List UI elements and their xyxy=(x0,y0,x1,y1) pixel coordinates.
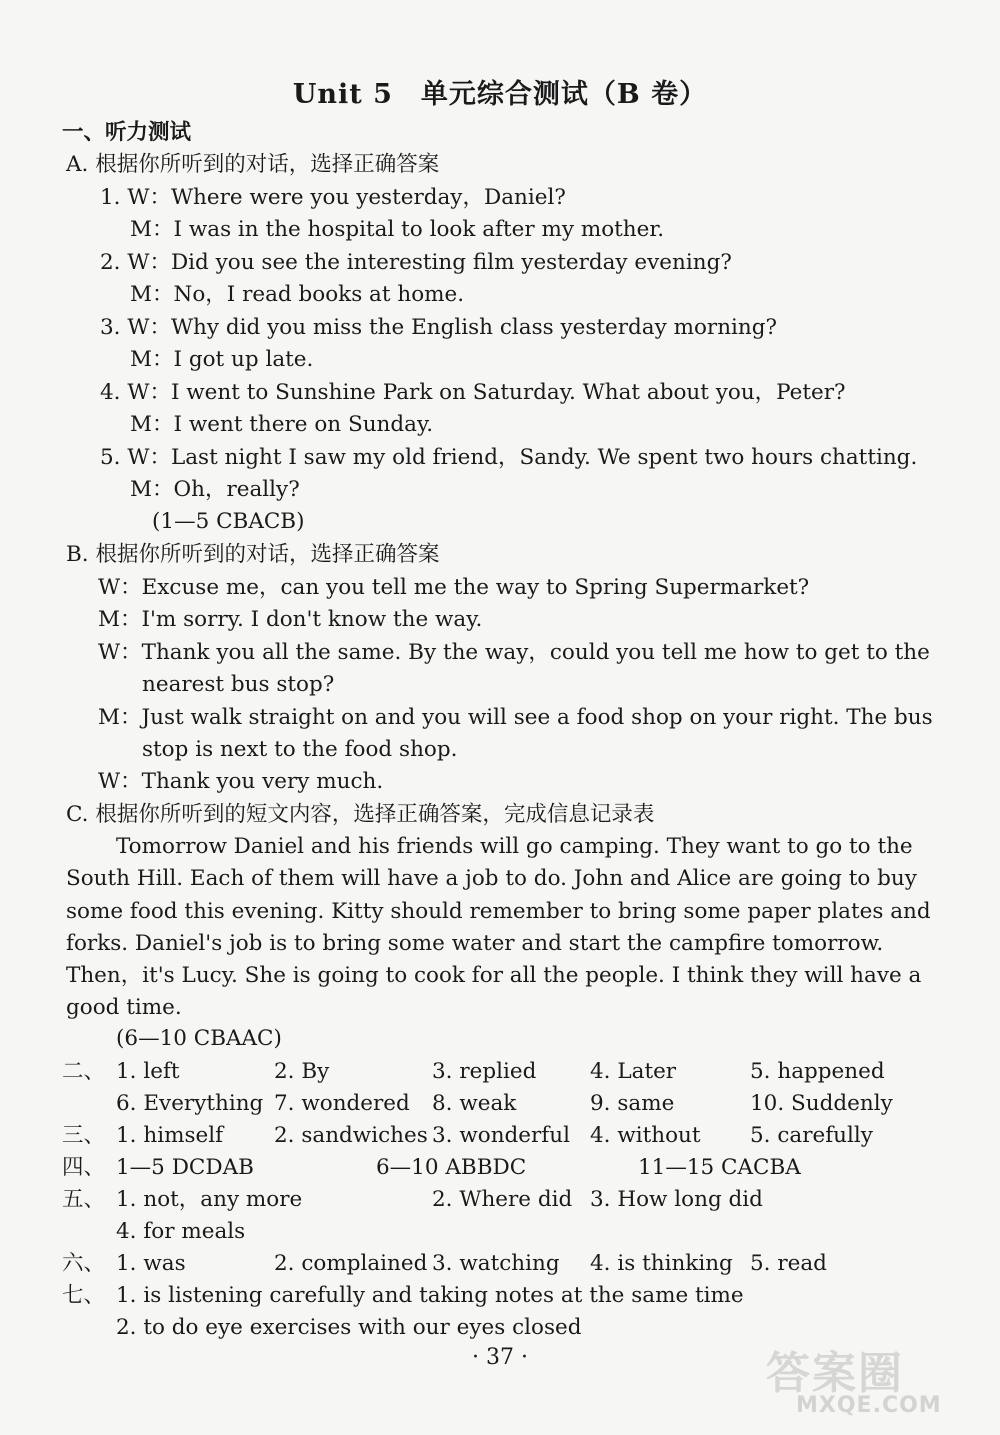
section-label: 五、 xyxy=(62,1187,106,1212)
answer-item: 10. Suddenly xyxy=(750,1091,893,1116)
page-title: Unit 5 单元综合测试（B 卷） xyxy=(292,79,708,110)
answer-item: 2. complained xyxy=(274,1251,428,1276)
partA-line: M：Oh，really? xyxy=(130,477,300,502)
answer-item: 4. for meals xyxy=(116,1219,246,1244)
answer-item: 6—10 ABBDC xyxy=(376,1155,527,1180)
partB-line: stop is next to the food shop. xyxy=(142,737,458,762)
answer-item: 4. without xyxy=(590,1123,701,1148)
watermark-cn: 答案圈 xyxy=(766,1348,904,1399)
partA-line: 1. W：Where were you yesterday，Daniel? xyxy=(100,185,566,210)
answer-item: 2. Where did xyxy=(432,1187,573,1212)
answer-item: 1. himself xyxy=(116,1123,224,1148)
answer-item: 9. same xyxy=(590,1091,675,1116)
partC-line: good time. xyxy=(66,995,182,1020)
answer-item: 3. replied xyxy=(432,1059,537,1084)
answer-item: 2. to do eye exercises with our eyes closed xyxy=(116,1315,582,1340)
partB-line: W：Excuse me，can you tell me the way to Spring Supermarket? xyxy=(98,575,810,600)
section-label: 六、 xyxy=(62,1251,106,1276)
answer-item: 11—15 CACBA xyxy=(638,1155,801,1180)
partC-answer: (6—10 CBAAC) xyxy=(116,1026,282,1051)
partA-line: 2. W：Did you see the interesting film yesterday evening? xyxy=(100,250,732,275)
answer-item: 3. watching xyxy=(432,1251,560,1276)
partA-line: M：I got up late. xyxy=(130,347,314,372)
section1-heading: 一、听力测试 xyxy=(62,120,192,145)
partC-line: South Hill. Each of them will have a job to do. John and Alice are going to buy xyxy=(66,866,917,891)
answer-item: 1. not，any more xyxy=(116,1187,303,1212)
answer-item: 6. Everything xyxy=(116,1091,264,1116)
partC-line: some food this evening. Kitty should remember to bring some paper plates and xyxy=(66,899,931,924)
partB-heading: B. 根据你所听到的对话，选择正确答案 xyxy=(66,542,440,567)
partA-line: M：I was in the hospital to look after my mother. xyxy=(130,217,665,242)
answer-item: 2. sandwiches xyxy=(274,1123,428,1148)
partA-line: M：No，I read books at home. xyxy=(130,282,465,307)
partA-heading: A. 根据你所听到的对话，选择正确答案 xyxy=(66,152,440,177)
partA-line: 3. W：Why did you miss the English class yesterday morning? xyxy=(100,315,778,340)
answer-item: 5. read xyxy=(750,1251,827,1276)
partA-answer: (1—5 CBACB) xyxy=(152,509,305,534)
partA-line: M：I went there on Sunday. xyxy=(130,412,434,437)
partB-line: M：I'm sorry. I don't know the way. xyxy=(98,607,483,632)
section-label: 四、 xyxy=(62,1155,106,1180)
partC-heading: C. 根据你所听到的短文内容，选择正确答案，完成信息记录表 xyxy=(66,802,655,827)
answer-item: 1. was xyxy=(116,1251,186,1276)
answer-item: 4. Later xyxy=(590,1059,677,1084)
answer-item: 1—5 DCDAB xyxy=(116,1155,254,1180)
answer-item: 3. How long did xyxy=(590,1187,763,1212)
partC-line: forks. Daniel's job is to bring some water and start the campfire tomorrow. xyxy=(66,931,884,956)
answer-item: 7. wondered xyxy=(274,1091,410,1116)
partB-line: M：Just walk straight on and you will see a food shop on your right. The bus xyxy=(98,705,933,730)
partA-line: 4. W：I went to Sunshine Park on Saturday. What about you，Peter? xyxy=(100,380,846,405)
partB-line: W：Thank you very much. xyxy=(98,769,384,794)
section-label: 七、 xyxy=(62,1283,106,1308)
partB-line: W：Thank you all the same. By the way，could you tell me how to get to the xyxy=(98,640,930,665)
answer-item: 1. is listening carefully and taking notes at the same time xyxy=(116,1283,744,1308)
partA-line: 5. W：Last night I saw my old friend，Sandy. We spent two hours chatting. xyxy=(100,445,918,470)
partB-line: nearest bus stop? xyxy=(142,672,335,697)
answer-item: 2. By xyxy=(274,1059,330,1084)
section-label: 三、 xyxy=(62,1123,106,1148)
page-number: · 37 · xyxy=(472,1345,528,1370)
partC-line: Then，it's Lucy. She is going to cook for all the people. I think they will have a xyxy=(66,963,922,988)
answer-item: 4. is thinking xyxy=(590,1251,733,1276)
watermark-logo xyxy=(756,1337,986,1427)
answer-item: 5. happened xyxy=(750,1059,885,1084)
answer-item: 1. left xyxy=(116,1059,180,1084)
section-label: 二、 xyxy=(62,1059,106,1084)
watermark-en: MXQE.COM xyxy=(796,1393,942,1418)
partC-line: Tomorrow Daniel and his friends will go camping. They want to go to the xyxy=(116,834,913,859)
answer-item: 8. weak xyxy=(432,1091,517,1116)
answer-item: 3. wonderful xyxy=(432,1123,570,1148)
answer-item: 5. carefully xyxy=(750,1123,873,1148)
